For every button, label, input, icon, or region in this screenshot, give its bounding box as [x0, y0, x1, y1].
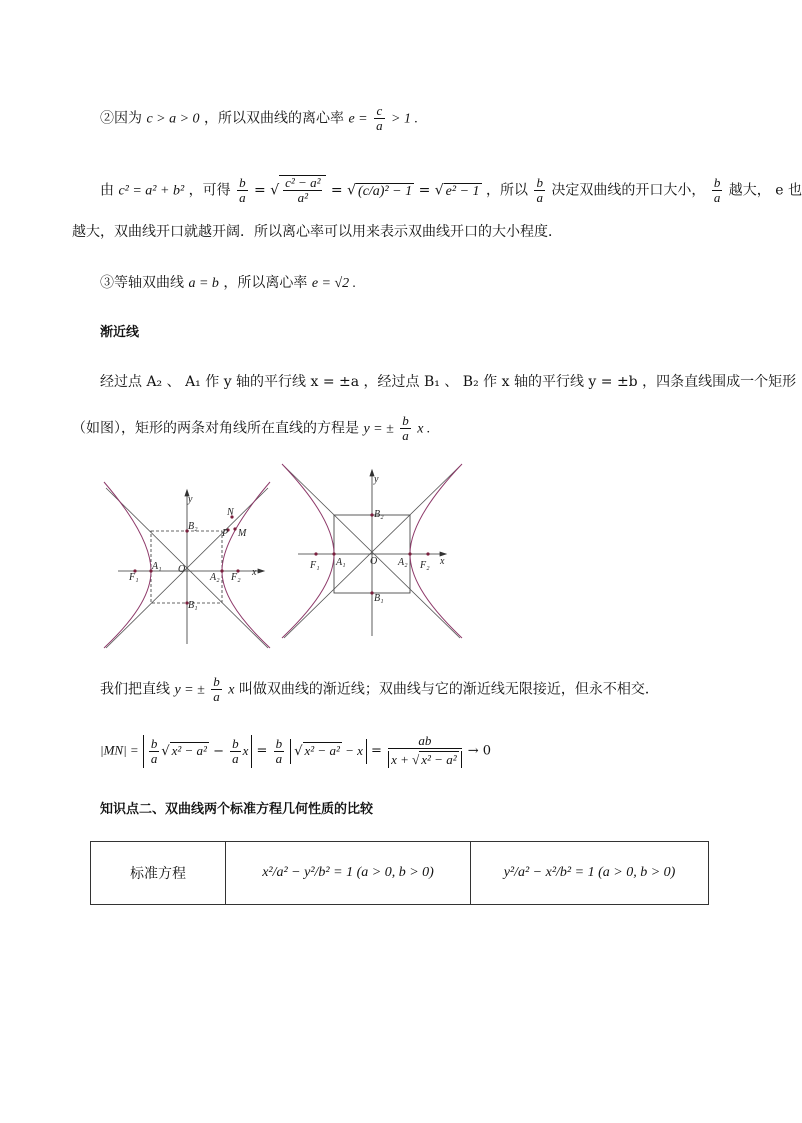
paragraph-opening-line2: 越大，双曲线开口就越开阔．所以离心率可以用来表示双曲线开口的大小程度．	[72, 224, 562, 240]
label-B2: B₂	[188, 521, 198, 532]
paragraph-rectangle-line2: （如图），矩形的两条对角线所在直线的方程是 y = ± $\frac{b}{a}$ x .	[72, 413, 431, 443]
paragraph-rectangle: 经过点 A₂ 、 A₁ 作 y 轴的平行线 x = ±a ，经过点 B₁ 、 B₂ 作 x 轴的平行线 y = ±b ，四条直线围成一个矩形	[100, 374, 797, 390]
heading-asymptote: 渐近线	[100, 325, 140, 340]
paragraph-asymptote-definition: 我们把直线 y = ± $\frac{b}{a}$ x 叫做双曲线的渐近线；双曲线与它的渐近线无限接近，但永不相交．	[100, 674, 659, 704]
label-N: N	[227, 507, 234, 518]
label-A2: A₂	[210, 572, 220, 583]
label-F1: F₁	[310, 560, 320, 571]
label-P: P	[222, 528, 229, 539]
label-M: M	[238, 528, 247, 539]
label-x: x	[252, 567, 257, 578]
formula-MN: |MN| = $\frac{b}{a}$ √ x² − a² − $\frac{b}{a}$ x = $\frac{b}{a}$ √ x² − a² − x = $\frac{ab}{\text{x + √ x² − a²}}$ → 0	[100, 733, 492, 767]
comparison-table	[90, 841, 709, 905]
paragraph-eccentricity: ②因为 c > a > 0 ，所以双曲线的离心率 e = $\frac{c}{a}$ > 1 .	[100, 103, 418, 133]
label-F2: F₂	[231, 572, 241, 583]
label-B2: B₂	[374, 509, 384, 520]
label-O: O	[370, 556, 378, 567]
label-A2: A₂	[398, 557, 408, 568]
label-y: y	[188, 494, 193, 505]
label-B1: B₁	[374, 593, 384, 604]
row-label: 标准方程	[91, 842, 226, 905]
heading-knowledge-point-2: 知识点二、双曲线两个标准方程几何性质的比较	[100, 802, 374, 817]
hyperbola-figure-right	[278, 462, 464, 640]
equation-x-axis: x²/a² − y²/b² = 1 (a > 0, b > 0)	[226, 842, 471, 905]
hyperbola-figure-left	[102, 480, 272, 650]
label-F1: F₁	[129, 572, 139, 583]
fraction-c-a: $\frac{c}{a}$	[376, 103, 383, 133]
label-A1: A₁	[336, 557, 346, 568]
equation-y-axis: y²/a² − x²/b² = 1 (a > 0, b > 0)	[471, 842, 709, 905]
paragraph-opening: 由 c² = a² + b² ，可得 $\frac{b}{a}$ = √ $\frac{\text{c² − a²}}{\text{a²}}$ = √ (c/a)² − 1 = √ e² − 1 ，所以 $\frac{b}{a}$ 决定双曲线的开口大小， $\frac{b}{a}$ 越大， e 也	[100, 175, 802, 205]
label-x: x	[440, 556, 445, 567]
table-row	[91, 842, 709, 905]
label-y: y	[374, 474, 379, 485]
label-O: O	[178, 564, 186, 575]
label-B1: B₁	[188, 600, 198, 611]
label-F2: F₂	[420, 560, 430, 571]
label-A1: A₁	[152, 561, 162, 572]
condition: c > a > 0	[146, 111, 200, 127]
paragraph-equilateral: ③等轴双曲线 a = b ，所以离心率 e = √2 .	[100, 275, 357, 291]
